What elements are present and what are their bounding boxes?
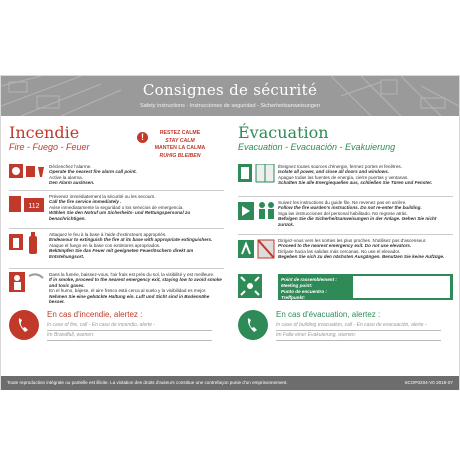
poster-title: Consignes de sécurité bbox=[142, 81, 318, 99]
assembly-point-box bbox=[278, 274, 453, 300]
fire-alert-box bbox=[9, 310, 224, 354]
step-text-de: Begeben Sie sich zu den nächsten Ausgängen. Benutzen Sie keine Aufzüge. bbox=[278, 254, 445, 260]
assembly-label: Punto de encuentro : bbox=[281, 289, 327, 294]
assembly-label: Meeting point: bbox=[281, 283, 313, 288]
alert-line: In case of building evacuation, call - En caso de evacuación, alerte - bbox=[276, 321, 441, 331]
exclamation-icon: ! bbox=[137, 132, 148, 143]
fire-heading: Incendie bbox=[9, 123, 80, 142]
step-text-de: Bekämpfen Sie das Feuer mit geeigneten Feuerlöschern direkt am Entstehungsort. bbox=[49, 248, 194, 259]
poster-subtitle: Safety instructions - Instrucciones de seguridad - Sicherheitsanweisungen bbox=[139, 103, 321, 109]
extinguisher-icon bbox=[9, 232, 47, 263]
step-text: Dirigez-vous vers les sorties les plus proches. N'utilisez pas d'ascenseur. bbox=[278, 238, 427, 243]
fire-column bbox=[9, 123, 224, 338]
emergency-number: 112 bbox=[28, 203, 40, 210]
step-text-de: Schalten Sie alle Energiequellen aus, schließen Sie Türen und Fenster. bbox=[278, 180, 433, 186]
step-text: Avise inmediatamente la seguridad o los servicios de emergencia. bbox=[49, 204, 184, 210]
step-text-en: Operate the nearest fire alarm call point. bbox=[49, 169, 137, 175]
step-text-en: If in smoke, proceed to the nearest emergency exit, staying low to avoid smoke and toxic gases. bbox=[49, 277, 222, 288]
badge-line: RUHIG BLEIBEN bbox=[159, 152, 201, 159]
step-text: Attaquez le feu à la base à l'aide d'extincteurs appropriés. bbox=[49, 232, 167, 237]
divider bbox=[9, 268, 224, 269]
badge-line: MANTEN LA CALMA bbox=[154, 145, 206, 151]
step-text-de: Wählen Sie den Notruf um Sicherheits- und Rettungspersonal zu benachrichtigen. bbox=[49, 210, 191, 221]
alert-line: Im Brandfall, warnen: bbox=[47, 331, 212, 341]
evac-step bbox=[238, 238, 453, 268]
evac-step bbox=[238, 164, 453, 194]
evacuation-heading: Évacuation bbox=[238, 123, 329, 142]
phone-icon bbox=[9, 310, 39, 340]
emergency-call-icon bbox=[9, 194, 47, 223]
banner bbox=[1, 76, 459, 116]
step-text: Ataque el fuego en la base con extintores apropriados. bbox=[49, 242, 161, 248]
phone-icon bbox=[238, 310, 268, 340]
fire-alert-heading: En cas d'incendie, alertez : bbox=[47, 310, 143, 319]
footer-copyright: Toute reproduction intégrale ou partielle est illicite. La violation des droits d'auteurs constitue une contrefaçon punie d'un emprisonnement. bbox=[7, 380, 288, 385]
step-text-de: Nehmen Sie eine gebückte Haltung ein. Luft und Sicht sind in Bodennähe besser. bbox=[49, 293, 210, 305]
step-text: Active la alarma. bbox=[49, 174, 83, 180]
assembly-label: Treffpunkt: bbox=[281, 295, 306, 300]
evac-step bbox=[238, 200, 453, 234]
step-text: Suivez les instructions du guide file. Ne revenez pas en arrière. bbox=[278, 200, 407, 205]
fire-step bbox=[9, 164, 224, 190]
evac-alert-box bbox=[238, 310, 453, 354]
door-window-icon bbox=[238, 164, 276, 191]
step-text: En el humo, bájese, el aire fresco está cerca al suelo y la visibilidad es mejor. bbox=[49, 288, 207, 294]
badge-line: STAY CALM bbox=[165, 137, 195, 144]
divider bbox=[9, 228, 224, 229]
exit-no-elevator-icon bbox=[238, 238, 276, 267]
step-text: Déclenchez l'alarme. bbox=[49, 164, 92, 169]
fire-subheading: Fire - Fuego - Feuer bbox=[9, 142, 90, 152]
fire-step bbox=[9, 194, 224, 228]
divider bbox=[9, 190, 224, 191]
evacuation-column bbox=[238, 123, 453, 338]
badge-line: RESTEZ CALME bbox=[159, 130, 201, 136]
step-text-de: Befolgen Sie die Sicherheitsanweisungen in der Anlage. Gehen Sie nicht zurück. bbox=[278, 216, 437, 227]
step-text: Diríjase hacia las salidas más cercanas. No use el elevador. bbox=[278, 248, 401, 254]
safety-poster bbox=[0, 75, 460, 390]
alarm-icon bbox=[9, 164, 47, 189]
assembly-point-field bbox=[353, 276, 450, 298]
evacuation-subheading: Evacuation - Evacuación - Evakuierung bbox=[238, 142, 396, 152]
step-text-de: Den Alarm auslösen. bbox=[49, 180, 95, 186]
divider bbox=[238, 234, 453, 235]
step-text: Dans la fumée, baissez-vous, l'air frais est près du sol, la visibilité y est meilleure. bbox=[49, 272, 215, 277]
step-text: Siga las instrucciones del personal habilitado. No regrese atrás. bbox=[278, 210, 408, 216]
step-text: Apague todas las fuentes de energía, cierre puertas y ventanas. bbox=[278, 174, 409, 180]
step-text-en: Endeavour to extinguish the fire at its base with appropriate extinguishers. bbox=[49, 237, 213, 243]
smoke-crouch-icon bbox=[9, 272, 47, 303]
step-text-en: Proceed to the nearest emergency exit. Do not use elevators. bbox=[278, 243, 412, 249]
assembly-row bbox=[238, 274, 453, 302]
alert-line: Im Falle einer Evakuierung, warnen: bbox=[276, 331, 441, 341]
assembly-label: Point de rassemblement : bbox=[281, 277, 337, 282]
footer bbox=[1, 376, 459, 390]
step-text-en: Call the fire service immediately . bbox=[49, 199, 122, 205]
step-text: Éteignez toutes sources d'énergie, fermez portes et fenêtres. bbox=[278, 164, 402, 169]
divider bbox=[238, 196, 453, 197]
step-text-en: Follow the fire warden's instructions. Do not re-enter the building. bbox=[278, 205, 422, 211]
step-text: Prévenez immédiatement la sécurité ou les secours. bbox=[49, 194, 156, 199]
step-text-en: Isolate all power, and close all doors and windows. bbox=[278, 169, 390, 175]
fire-step bbox=[9, 272, 224, 308]
alert-line: In case of fire, call - En caso de incendio, alerte - bbox=[47, 321, 212, 331]
fire-step bbox=[9, 232, 224, 268]
follow-warden-icon bbox=[238, 200, 276, 229]
footer-reference: SCOP0204-V0 2018-07 bbox=[404, 380, 453, 385]
assembly-point-icon bbox=[238, 274, 276, 303]
evac-alert-heading: En cas d'évacuation, alertez : bbox=[276, 310, 381, 319]
